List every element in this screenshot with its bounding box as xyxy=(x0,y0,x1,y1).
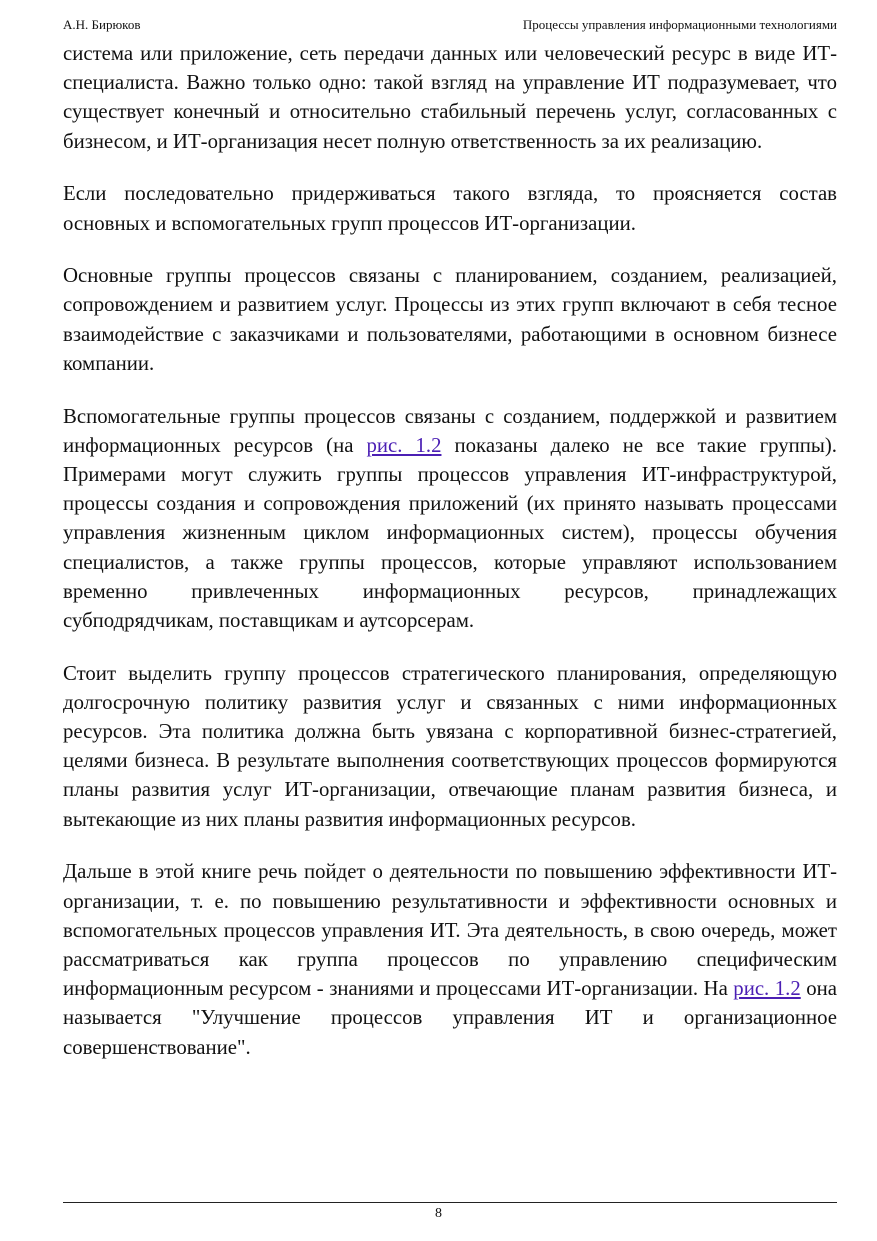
paragraph-6-text-after: она называется "Улучшение процессов управления ИТ и организационное совершенствование". xyxy=(63,977,838,1059)
figure-link-1-2[interactable]: рис. 1.2 xyxy=(733,977,801,1001)
paragraph-2: Если последовательно придерживаться такого взгляда, то проясняется состав основных и вспомогательных групп процессов ИТ-организации. xyxy=(63,182,837,235)
paragraph-3: Основные группы процессов связаны с планированием, созданием, реализацией, сопровождением и развитием услуг. Процессы из этих групп включают в себя тесное взаимодействие с заказчиками и пользователями, работающими в основном бизнесе компании. xyxy=(63,264,837,375)
paragraph-6-text-before: Дальше в этой книге речь пойдет о деятельности по повышению эффективности ИТ-организации, т. е. по повышению результативности и эффективности основных и вспомогательных процессов управления ИТ. Эта деятельность, в свою очередь, может рассматриваться как группа процессов по управлению специфическим информационным ресурсом - знаниями и процессами ИТ-организации. На xyxy=(63,860,837,1001)
paragraph-4-text-before: Вспомогательные группы процессов связаны с созданием, поддержкой и развитием информационных ресурсов (на xyxy=(63,404,837,457)
page-number: 8 xyxy=(435,1206,442,1221)
header-author: А.Н. Бирюков xyxy=(63,17,141,32)
page-body xyxy=(63,39,837,1085)
footer-divider xyxy=(63,1202,837,1203)
paragraph-1: система или приложение, сеть передачи данных или человеческий ресурс в виде ИТ-специалиста. Важно только одно: такой взгляд на управление ИТ подразумевает, что существует конечный и относительно стабильный перечень услуг, согласованных с бизнесом, и ИТ-организация несет полную ответственность за их реализацию. xyxy=(63,42,837,153)
header-book-title: Процессы управления информационными технологиями xyxy=(522,17,837,32)
page-header xyxy=(63,14,837,36)
paragraph-5: Стоит выделить группу процессов стратегического планирования, определяющую долгосрочную политику развития услуг и связанных с ними информационных ресурсов. Эта политика должна быть увязана с корпоративной бизнес-стратегией, целями бизнеса. В результате выполнения соответствующих процессов формируются планы развития услуг ИТ-организации, отвечающие планам развития бизнеса, и вытекающие из них планы развития информационных ресурсов. xyxy=(63,661,837,831)
paragraph-6 xyxy=(63,857,837,1061)
paragraph-4-text-after: показаны далеко не все такие группы). Примерами могут служить группы процессов управления ИТ-инфраструктурой, процессы создания и сопровождения приложений (их принято называть процессами управления жизненным циклом информационных систем), процессы обучения специалистов, а также группы процессов, которые управляют использованием временно привлеченных информационных ресурсов, принадлежащих субподрядчикам, поставщикам и аутсорсерам. xyxy=(63,433,837,632)
paragraph-4 xyxy=(63,402,837,636)
figure-link-1-2[interactable]: рис. 1.2 xyxy=(366,433,442,457)
